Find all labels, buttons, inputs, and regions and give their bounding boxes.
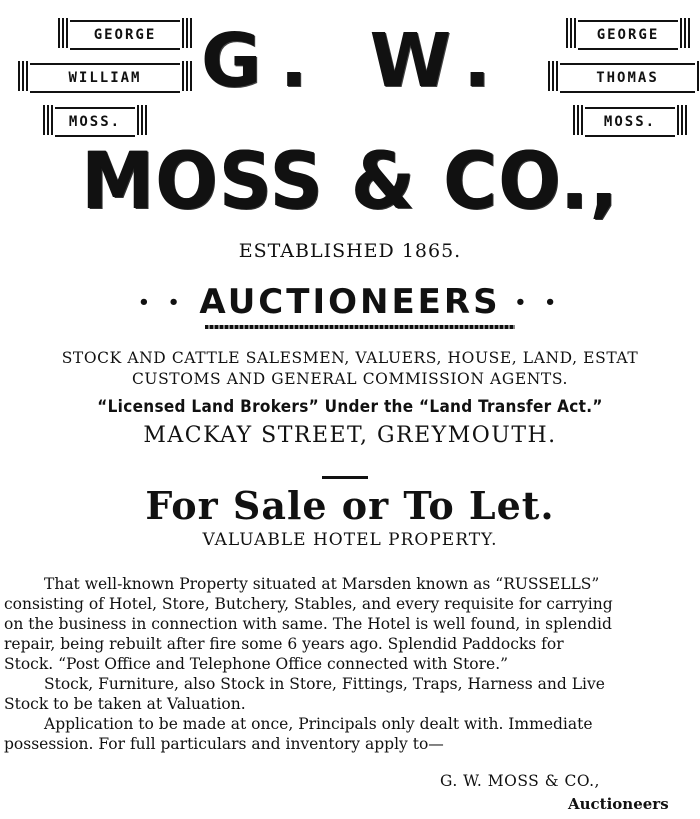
section-divider <box>322 476 368 479</box>
ribbon-right-moss: MOSS. <box>585 107 675 137</box>
text-line: Stock. “Post Office and Telephone Office connected with Store.” <box>4 655 509 673</box>
ornament-dots-right: • • <box>514 291 562 313</box>
auctioneers-heading: AUCTIONEERS <box>199 282 501 322</box>
signature-firm: G. W. MOSS & CO., <box>440 772 600 790</box>
text-line: That well-known Property situated at Marsden known as “RUSSELLS” <box>44 575 600 593</box>
paragraph-property <box>4 574 696 674</box>
advertisement-body <box>4 574 696 754</box>
text-line: Stock, Furniture, also Stock in Store, Fittings, Traps, Harness and Live <box>44 675 605 693</box>
ribbon-right-thomas: THOMAS <box>560 63 695 93</box>
firm-initials: G. W. <box>200 18 510 104</box>
text-line: Stock to be taken at Valuation. <box>4 695 246 713</box>
ornament-dots-left: • • <box>138 291 186 313</box>
paragraph-application <box>4 714 696 754</box>
ribbon-right-george: GEORGE <box>578 20 678 50</box>
ribbon-left-william: WILLIAM <box>30 63 180 93</box>
text-line: Application to be made at once, Principals only dealt with. Immediate <box>44 715 593 733</box>
ribbon-left-moss: MOSS. <box>55 107 135 137</box>
services-line-1: STOCK AND CATTLE SALESMEN, VALUERS, HOUSE, LAND, ESTAT <box>61 349 639 367</box>
established-line: ESTABLISHED 1865. <box>238 240 462 262</box>
licensed-brokers-line: “Licensed Land Brokers” Under the “Land Transfer Act.” <box>97 397 603 417</box>
text-line: possession. For full particulars and inventory apply to— <box>4 735 444 753</box>
text-line: on the business in connection with same. The Hotel is well found, in splendid <box>4 615 612 633</box>
property-subheading: VALUABLE HOTEL PROPERTY. <box>202 530 498 550</box>
street-address: MACKAY STREET, GREYMOUTH. <box>143 423 557 448</box>
services-line-2: CUSTOMS AND GENERAL COMMISSION AGENTS. <box>131 370 569 388</box>
for-sale-heading: For Sale or To Let. <box>145 483 555 528</box>
auctioneers-heading-row <box>0 282 700 322</box>
ribbon-left-george: GEORGE <box>70 20 180 50</box>
text-line: repair, being rebuilt after fire some 6 years ago. Splendid Paddocks for <box>4 635 564 653</box>
firm-name: MOSS & CO., <box>81 137 619 227</box>
text-line: consisting of Hotel, Store, Butchery, Stables, and every requisite for carrying <box>4 595 613 613</box>
paragraph-valuation <box>4 674 696 714</box>
heading-underline <box>205 325 515 329</box>
signature-title: Auctioneers <box>568 795 669 813</box>
